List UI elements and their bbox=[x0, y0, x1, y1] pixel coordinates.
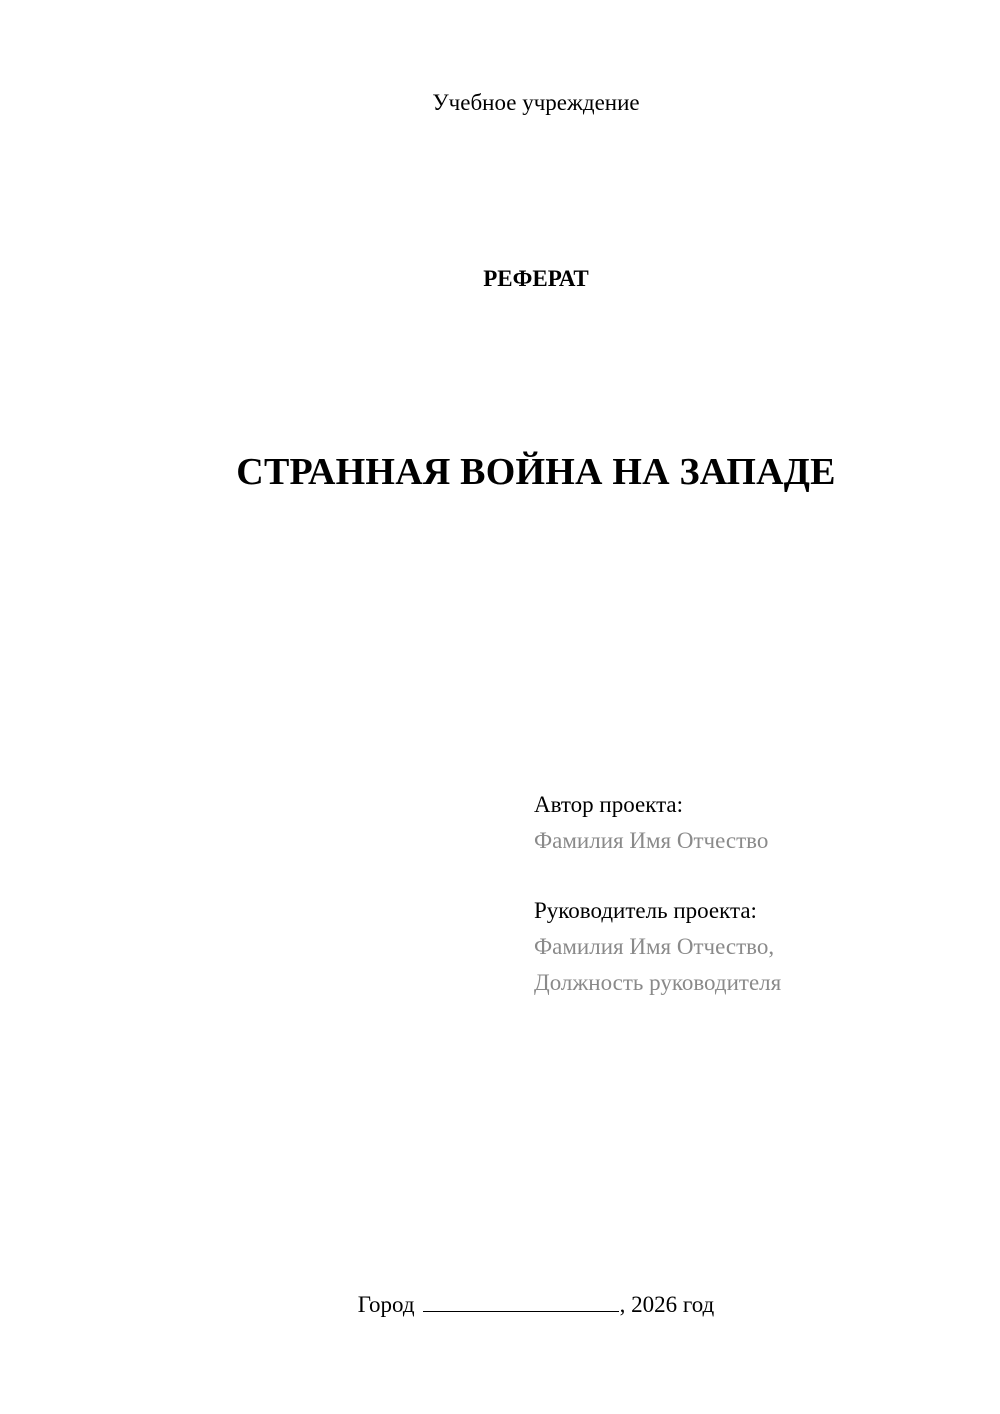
city-year-line bbox=[0, 1289, 1000, 1318]
supervisor-name: Фамилия Имя Отчество, bbox=[534, 934, 775, 959]
signature-block bbox=[534, 787, 781, 1001]
supervisor-label: Руководитель проекта: bbox=[534, 898, 757, 923]
supervisor-position: Должность руководителя bbox=[534, 970, 782, 995]
city-label: Город bbox=[357, 1292, 415, 1317]
document-title: СТРАННАЯ ВОЙНА НА ЗАПАДЕ bbox=[236, 451, 836, 493]
city-blank-underline bbox=[423, 1289, 619, 1312]
institution-name: Учебное учреждение bbox=[432, 90, 640, 115]
block-spacer bbox=[534, 859, 781, 893]
author-name: Фамилия Имя Отчество bbox=[534, 828, 769, 853]
document-type: РЕФЕРАТ bbox=[483, 266, 589, 291]
author-label: Автор проекта: bbox=[534, 792, 683, 817]
year-text: , 2026 год bbox=[619, 1292, 715, 1317]
